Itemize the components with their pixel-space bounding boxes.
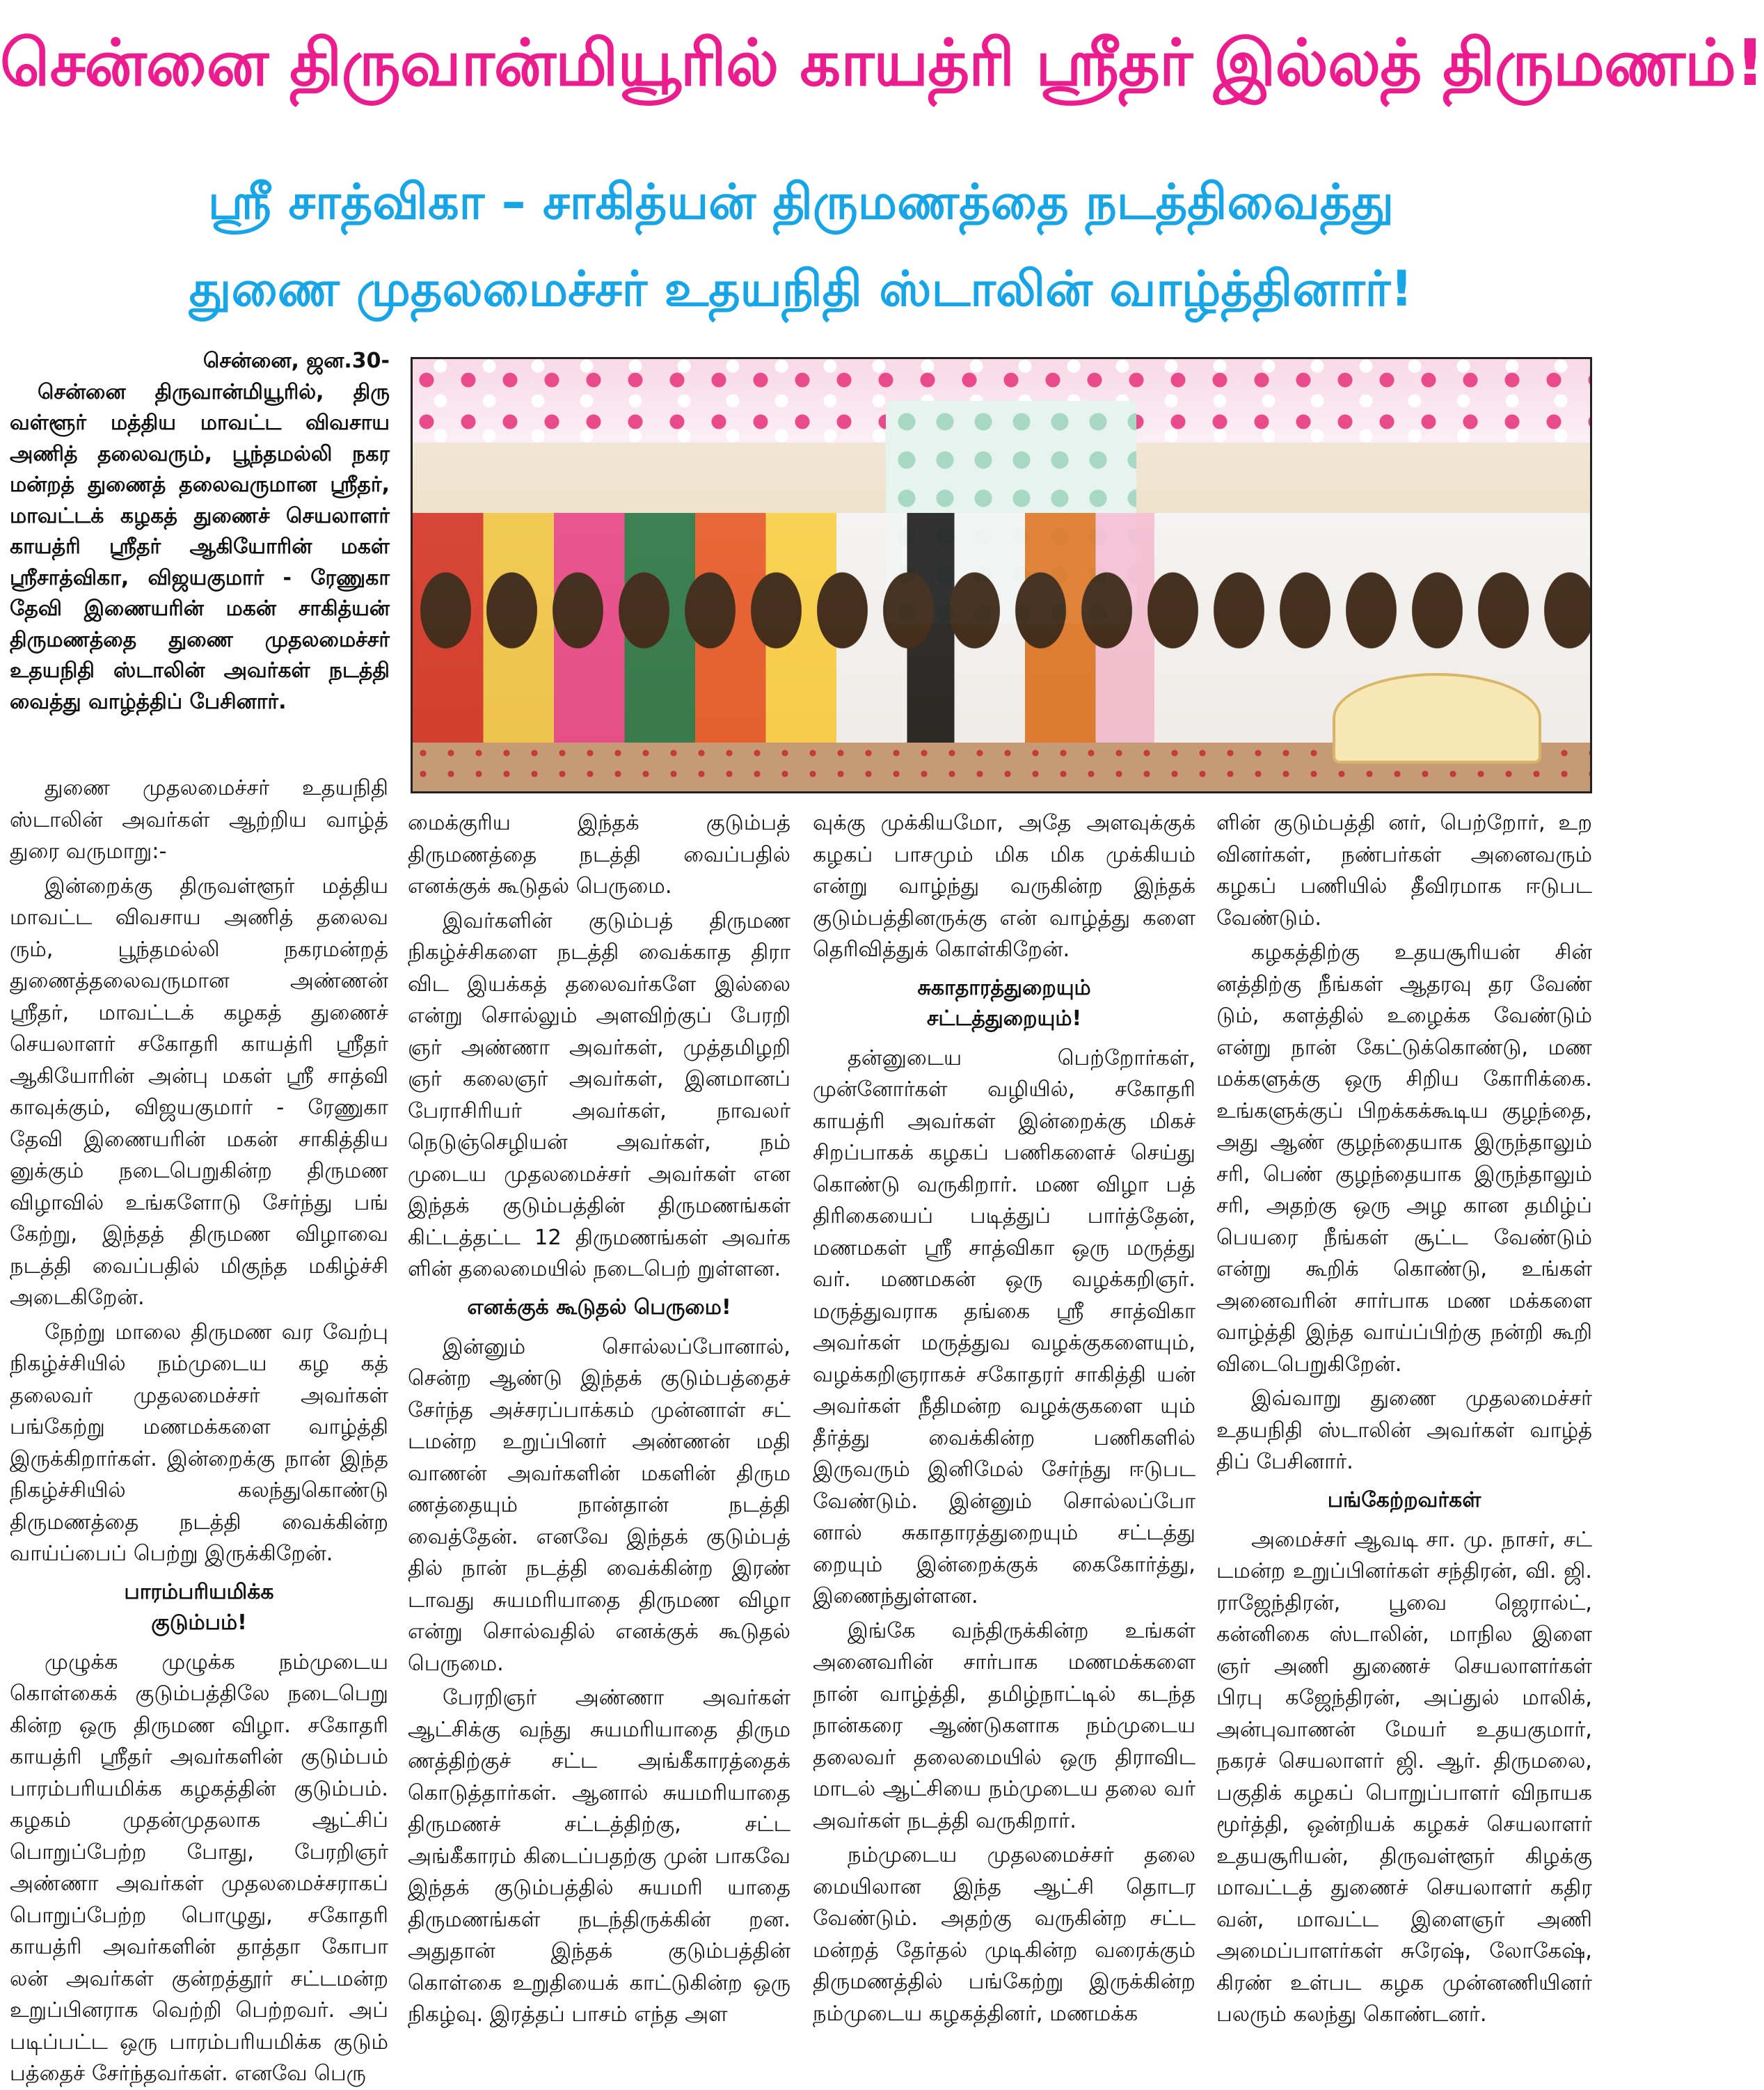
article-column-2 bbox=[408, 807, 790, 2027]
subheadline-line-2: துணை முதலமைச்சர் உதயநிதி ஸ்டாலின் வாழ்த்தினார்! bbox=[189, 260, 1413, 317]
body-paragraph: இன்னும் சொல்லப்போனால், சென்ற ஆண்டு இந்தக் குடும்பத்தைச் சேர்ந்த அச்சரப்பாக்கம் முன்னாள் சட் டமன்ற உறுப்பினர் அண்ணன் மதி வாணன் அவர்களின் மகளின் திரும ணத்தையும் நான்தான் நடத்தி வைத்தேன். எனவே இந்தக் குடும்பத் தில் நான் நடத்தி வைக்கின்ற இரண் டாவது சுயமரியாதை திருமண விழா என்று சொல்வதில் எனக்குக் கூடுதல் பெருமை. bbox=[408, 1334, 790, 1676]
body-paragraph: நம்முடைய முதலமைச்சர் தலை மையிலான இந்த ஆட்சி தொடர வேண்டும். அதற்கு வருகின்ற சட்ட மன்றத் தேர்தல் முடிகின்ற வரைக்கும் திருமணத்தில் பங்கேற்று இருக்கின்ற நம்முடைய கழகத்தினர், மணமக்க bbox=[813, 1843, 1195, 2026]
body-paragraph: துணை முதலமைச்சர் உதயநிதி ஸ்டாலின் அவர்கள் ஆற்றிய வாழ்த் துரை வருமாறு:- bbox=[10, 776, 388, 864]
lead-paragraph-block bbox=[10, 346, 390, 746]
body-paragraph: பேரறிஞர் அண்ணா அவர்கள் ஆட்சிக்கு வந்து சுயமரியாதை திரும ணத்திற்குச் சட்ட அங்கீகாரத்தைக் கொடுத்தார்கள். ஆனால் சுயமரியாதை திருமணச் சட்டத்திற்கு, சட்ட அங்கீகாரம் கிடைப்பதற்கு முன் பாகவே இந்தக் குடும்பத்தில் சுயமரி யாதை திருமணங்கள் நடந்திருக்கின் றன. அதுதான் இந்தக் குடும்பத்தின் கொள்கை உறுதியைக் காட்டுகின்ற ஒரு நிகழ்வு. இரத்தப் பாசம் எந்த அள bbox=[408, 1686, 790, 2027]
dateline: சென்னை, ஜன.30- bbox=[202, 349, 390, 373]
section-heading: பங்கேற்றவர்கள் bbox=[1327, 1487, 1481, 1512]
article-column-3 bbox=[813, 807, 1195, 2026]
body-paragraph: இன்றைக்கு திருவள்ளூர் மத்திய மாவட்ட விவசாய அணித் தலைவ ரும், பூந்தமல்லி நகரமன்றத் துணைத்தலைவருமான அண்ணன் ஸ்ரீதர், மாவட்டக் கழகத் துணைச் செயலாளர் சகோதரி காயத்ரி ஸ்ரீதர் ஆகியோரின் அன்பு மகள் ஸ்ரீ சாத்வி காவுக்கும், விஜயகுமார் - ரேணுகா தேவி இணையரின் மகன் சாகித்திய னுக்கும் நடைபெறுகின்ற திருமண விழாவில் உங்களோடு சேர்ந்து பங் கேற்று, இந்தத் திருமண விழாவை நடத்தி வைப்பதில் மிகுந்த மகிழ்ச்சி அடைகிறேன். bbox=[10, 873, 388, 1310]
article-column-4 bbox=[1216, 807, 1592, 2027]
body-paragraph: முழுக்க முழுக்க நம்முடைய கொள்கைக் குடும்பத்திலே நடைபெறு கின்ற ஒரு திருமண விழா. சகோதரி காயத்ரி ஸ்ரீதர் அவர்களின் குடும்பம் பாரம்பரியமிக்க கழகத்தின் குடும்பம். கழகம் முதன்முதலாக ஆட்சிப் பொறுப்பேற்ற போது, பேரறிஞர் அண்ணா அவர்கள் முதலமைச்சராகப் பொறுப்பேற்ற பொழுது, சகோதரி காயத்ரி அவர்களின் தாத்தா கோபா லன் அவர்கள் குன்றத்தூர் சட்டமன்ற உறுப்பினராக வெற்றி பெற்றவர். அப் படிப்பட்ட ஒரு பாரம்பரியமிக்க குடும் பத்தைச் சேர்ந்தவர்கள். எனவே பெரு bbox=[10, 1649, 388, 2086]
body-paragraph: இங்கே வந்திருக்கின்ற உங்கள் அனைவரின் சார்பாக மணமக்களை நான் வாழ்த்தி, தமிழ்நாட்டில் கடந்த நான்கரை ஆண்டுகளாக நம்முடைய தலைவர் தலைமையில் ஒரு திராவிட மாடல் ஆட்சியை நம்முடைய தலை வர் அவர்கள் நடத்தி வருகிறார். bbox=[813, 1618, 1195, 1833]
section-heading bbox=[10, 1577, 388, 1638]
body-paragraph: அமைச்சர் ஆவடி சா. மு. நாசர், சட் டமன்ற உறுப்பினர்கள் சந்திரன், வி. ஜி. ராஜேந்திரன், பூவை ஜெரால்ட், கன்னிகை ஸ்டாலின், மாநில இளை ஞர் அணி துணைச் செயலாளர்கள் பிரபு கஜேந்திரன், அப்துல் மாலிக், அன்புவாணன் மேயர் உதயகுமார், நகரச் செயலாளர் ஜி. ஆர். திருமலை, பகுதிக் கழகப் பொறுப்பாளர் விநாயக மூர்த்தி, ஒன்றியக் கழகச் செயலாளர் உதயசூரியன், திருவள்ளூர் கிழக்கு மாவட்டத் துணைச் செயலாளர் கதிர வன், மாவட்ட இளைஞர் அணி அமைப்பாளர்கள் சுரேஷ், லோகேஷ், கிரண் உள்பட கழக முன்னணியினர் பலரும் கலந்து கொண்டனர். bbox=[1216, 1527, 1592, 2027]
headline: சென்னை திருவான்மியூரில் காயத்ரி ஸ்ரீதர் இல்லத் திருமணம்! bbox=[0, 26, 1764, 100]
section-heading-line: சட்டத்துறையும்! bbox=[926, 1006, 1082, 1031]
section-heading bbox=[813, 973, 1195, 1034]
body-paragraph: மைக்குரிய இந்தக் குடும்பத் திருமணத்தை நடத்தி வைப்பதில் எனக்குக் கூடுதல் பெருமை. bbox=[408, 811, 790, 898]
subheadline-line-1: ஸ்ரீ சாத்விகா – சாகித்யன் திருமணத்தை நடத்திவைத்து bbox=[207, 173, 1394, 230]
body-paragraph: இவர்களின் குடும்பத் திருமண நிகழ்ச்சிகளை நடத்தி வைக்காத திரா விட இயக்கத் தலைவர்களே இல்லை என்று சொல்லும் அளவிற்குப் பேரறி ஞர் அண்ணா அவர்கள், முத்தமிழறி ஞர் கலைஞர் அவர்கள், இனமானப் பேராசிரியர் அவர்கள், நாவலர் நெடுஞ்செழியன் அவர்கள், நம் முடைய முதலமைச்சர் அவர்கள் என இந்தக் குடும்பத்தின் திருமணங்கள் கிட்டத்தட்ட 12 திருமணங்கள் அவர்க ளின் தலைமையில் நடைபெற் றுள்ளன. bbox=[408, 908, 790, 1281]
section-heading-line: பாரம்பரியமிக்க bbox=[124, 1579, 274, 1604]
section-heading: எனக்குக் கூடுதல் பெருமை! bbox=[467, 1295, 731, 1320]
body-paragraph: இவ்வாறு துணை முதலமைச்சர் உதயநிதி ஸ்டாலின் அவர்கள் வாழ்த் திப் பேசினார். bbox=[1216, 1386, 1592, 1474]
body-paragraph: ளின் குடும்பத்தி னர், பெற்றோர், உற வினர்கள், நண்பர்கள் அனைவரும் கழகப் பணியில் தீவிரமாக ஈடுபட வேண்டும். bbox=[1216, 811, 1592, 931]
article-column-1 bbox=[10, 773, 388, 2086]
section-heading-line: சுகாதாரத்துறையும் bbox=[917, 975, 1091, 1000]
wedding-group-photo bbox=[411, 357, 1592, 793]
body-paragraph: கழகத்திற்கு உதயசூரியன் சின் னத்திற்கு நீங்கள் ஆதரவு தர வேண் டும், களத்தில் உழைக்க வேண்டும் என்று நான் கேட்டுக்கொண்டு, மண மக்களுக்கு ஒரு சிறிய கோரிக்கை. உங்களுக்குப் பிறக்கக்கூடிய குழந்தை, அது ஆண் குழந்தையாக இருந்தாலும் சரி, பெண் குழந்தையாக இருந்தாலும் சரி, அதற்கு ஒரு அழ கான தமிழ்ப் பெயரை நீங்கள் சூட்ட வேண்டும் என்று கூறிக் கொண்டு, உங்கள் அனைவரின் சார்பாக மண மக்களை வாழ்த்தி இந்த வாய்ப்பிற்கு நன்றி கூறி விடைபெறுகிறேன். bbox=[1216, 940, 1592, 1377]
body-paragraph: தன்னுடைய பெற்றோர்கள், முன்னோர்கள் வழியில், சகோதரி காயத்ரி அவர்கள் இன்றைக்கு மிகச் சிறப்பாகக் கழகப் பணிகளைச் செய்து கொண்டு வருகிறார். மண விழா பத் திரிகையைப் படித்துப் பார்த்தேன், மணமகள் ஸ்ரீ சாத்விகா ஒரு மருத்து வர். மணமகன் ஒரு வழக்கறிஞர். மருத்துவராக தங்கை ஸ்ரீ சாத்விகா அவர்கள் மருத்துவ வழக்குகளையும், வழக்கறிஞராகச் சகோதரர் சாகித்தி யன் அவர்கள் நீதிமன்ற வழக்குகளை யும் தீர்த்து வைக்கின்ற பணிகளில் இருவரும் இனிமேல் சேர்ந்து ஈடுபட வேண்டும். இன்னும் சொல்லப்போ னால் சுகாதாரத்துறையும் சட்டத்து றையும் இன்றைக்குக் கைகோர்த்து, இணைந்துள்ளன. bbox=[813, 1045, 1195, 1608]
lead-paragraph: சென்னை திருவான்மியூரில், திரு வள்ளூர் மத்திய மாவட்ட விவசாய அணித் தலைவரும், பூந்தமல்லி நகர மன்றத் துணைத் தலைவருமான ஸ்ரீதர், மாவட்டக் கழகத் துணைச் செயலாளர் காயத்ரி ஸ்ரீதர் ஆகியோரின் மகள் ஸ்ரீசாத்விகா, விஜயகுமார் - ரேணுகா தேவி இணையரின் மகன் சாகித்யன் திருமணத்தை துணை முதலமைச்சர் உதயநிதி ஸ்டாலின் அவர்கள் நடத்தி வைத்து வாழ்த்திப் பேசினார். bbox=[10, 379, 390, 714]
body-paragraph: வுக்கு முக்கியமோ, அதே அளவுக்குக் கழகப் பாசமும் மிக மிக முக்கியம் என்று வாழ்ந்து வருகின்ற இந்தக் குடும்பத்தினருக்கு என் வாழ்த்து களை தெரிவித்துக் கொள்கிறேன். bbox=[813, 811, 1195, 962]
ceremony-table bbox=[1333, 673, 1541, 763]
body-paragraph: நேற்று மாலை திருமண வர வேற்பு நிகழ்ச்சியில் நம்முடைய கழ கத் தலைவர் முதலமைச்சர் அவர்கள் பங்கேற்று மணமக்களை வாழ்த்தி இருக்கிறார்கள். இன்றைக்கு நான் இந்த நிகழ்ச்சியில் கலந்துகொண்டு திருமணத்தை நடத்தி வைக்கின்ற வாய்ப்பைப் பெற்று இருக்கிறேன். bbox=[10, 1320, 388, 1566]
section-heading-line: குடும்பம்! bbox=[151, 1610, 247, 1635]
